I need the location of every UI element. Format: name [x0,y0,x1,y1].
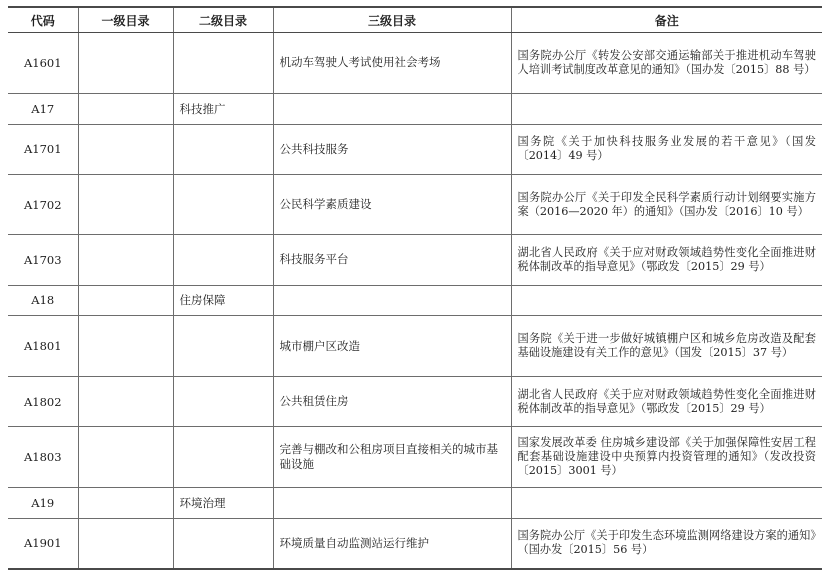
table-row [8,33,822,94]
table-row [8,174,822,235]
level1-cell [78,174,173,235]
table-row [8,487,822,518]
level1-cell [78,487,173,518]
level1-cell [78,285,173,316]
level1-cell [78,235,173,285]
level2-cell: 住房保障 [173,285,273,316]
table-row [8,235,822,285]
level3-cell: 环境质量自动监测站运行维护 [273,518,511,569]
code-cell: A1802 [8,377,78,427]
note-cell: 国务院《关于加快科技服务业发展的若干意见》（国发〔2014〕49 号） [511,124,822,174]
level2-cell: 环境治理 [173,487,273,518]
code-cell: A1901 [8,518,78,569]
level2-cell [173,377,273,427]
table-row [8,285,822,316]
note-cell: 国务院办公厅《转发公安部交通运输部关于推进机动车驾驶人培训考试制度改革意见的通知》（国办发〔2015〕88 号） [511,33,822,94]
level2-cell [173,33,273,94]
level1-cell [78,427,173,488]
level3-cell: 公共租赁住房 [273,377,511,427]
catalog-table-container [8,6,822,570]
code-cell: A18 [8,285,78,316]
level2-cell: 科技推广 [173,93,273,124]
header-code: 代码 [8,7,78,33]
table-row [8,124,822,174]
header-level1: 一级目录 [78,7,173,33]
level2-cell [173,235,273,285]
code-cell: A1703 [8,235,78,285]
note-cell: 国务院《关于进一步做好城镇棚户区和城乡危房改造及配套基础设施建设有关工作的意见》（国发〔2015〕37 号） [511,316,822,377]
code-cell: A1702 [8,174,78,235]
code-cell: A17 [8,93,78,124]
note-cell: 湖北省人民政府《关于应对财政领域趋势性变化全面推进财税体制改革的指导意见》（鄂政发〔2015〕29 号） [511,235,822,285]
table-row [8,377,822,427]
code-cell: A19 [8,487,78,518]
note-cell: 国务院办公厅《关于印发生态环境监测网络建设方案的通知》（国办发〔2015〕56 号） [511,518,822,569]
level1-cell [78,93,173,124]
header-level2: 二级目录 [173,7,273,33]
code-cell: A1801 [8,316,78,377]
level3-cell [273,285,511,316]
note-cell: 国家发展改革委 住房城乡建设部《关于加强保障性安居工程配套基础设施建设中央预算内投资管理的通知》（发改投资〔2015〕3001 号） [511,427,822,488]
note-cell: 国务院办公厅《关于印发全民科学素质行动计划纲要实施方案（2016—2020 年）的通知》（国办发〔2016〕10 号） [511,174,822,235]
header-level3: 三级目录 [273,7,511,33]
level1-cell [78,518,173,569]
level3-cell: 公共科技服务 [273,124,511,174]
level3-cell: 科技服务平台 [273,235,511,285]
table-row [8,427,822,488]
level1-cell [78,377,173,427]
level2-cell [173,316,273,377]
code-cell: A1803 [8,427,78,488]
level1-cell [78,124,173,174]
level2-cell [173,174,273,235]
code-cell: A1701 [8,124,78,174]
level1-cell [78,316,173,377]
level3-cell [273,93,511,124]
note-cell [511,285,822,316]
header-row [8,7,822,33]
level3-cell: 公民科学素质建设 [273,174,511,235]
header-note: 备注 [511,7,822,33]
level1-cell [78,33,173,94]
level2-cell [173,427,273,488]
level3-cell: 机动车驾驶人考试使用社会考场 [273,33,511,94]
table-row [8,518,822,569]
note-cell [511,487,822,518]
note-cell: 湖北省人民政府《关于应对财政领域趋势性变化全面推进财税体制改革的指导意见》（鄂政发〔2015〕29 号） [511,377,822,427]
level3-cell [273,487,511,518]
level3-cell: 城市棚户区改造 [273,316,511,377]
level2-cell [173,124,273,174]
code-cell: A1601 [8,33,78,94]
catalog-table [8,6,822,570]
level2-cell [173,518,273,569]
table-row [8,316,822,377]
table-row [8,93,822,124]
level3-cell: 完善与棚改和公租房项目直接相关的城市基础设施 [273,427,511,488]
note-cell [511,93,822,124]
